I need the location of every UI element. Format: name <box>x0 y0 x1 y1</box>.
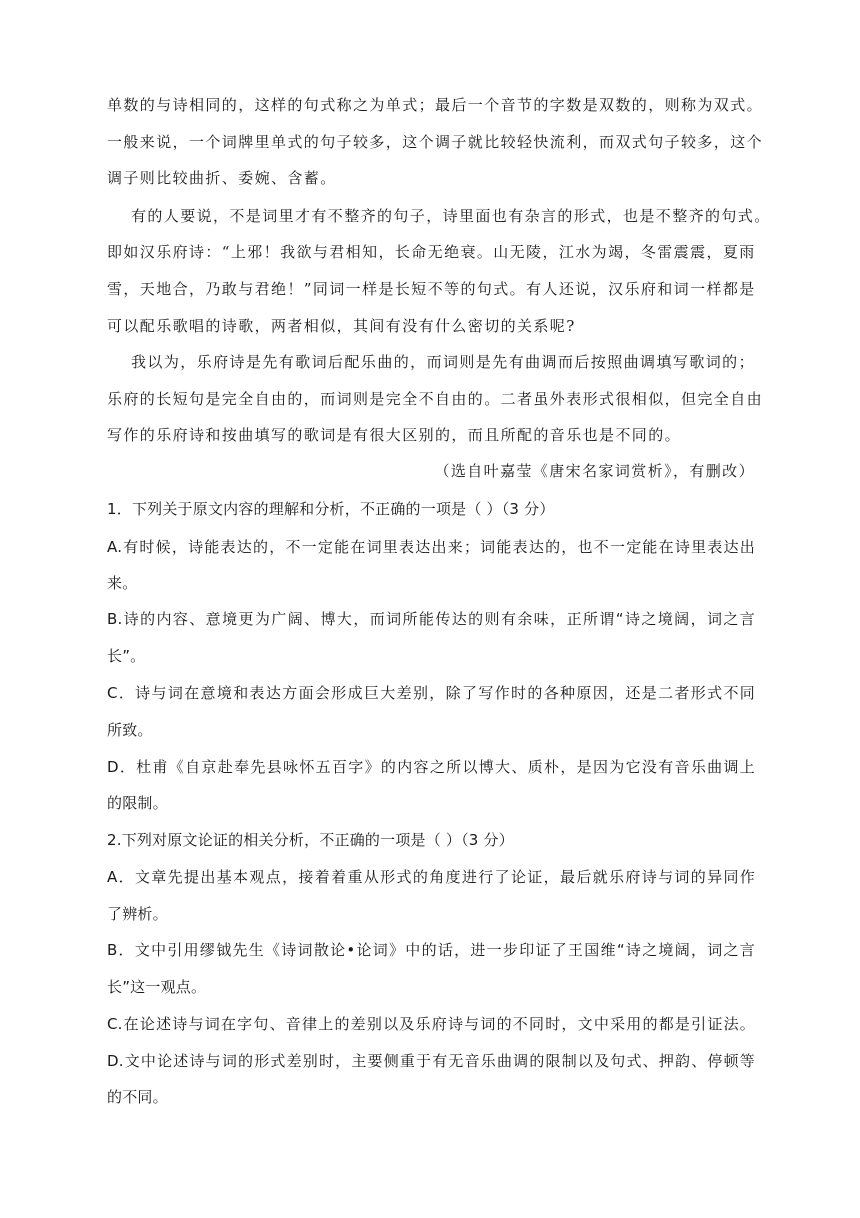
passage-line-3: 调子则比较曲折、委婉、含蓄。 <box>107 169 337 187</box>
passage-line-2: 一般来说，一个词牌里单式的句子较多，这个调子就比较轻快流利，而双式句子较多，这个 <box>107 133 764 151</box>
passage-line-7: 可以配乐歌唱的诗歌，两者相似，其间有没有什么密切的关系呢? <box>107 317 576 335</box>
question-2-stem: 2.下列对原文论证的相关分析，不正确的一项是（ ）（3 分） <box>107 831 514 849</box>
question-1-stem: 1．下列关于原文内容的理解和分析，不正确的一项是（ ）（3 分） <box>107 500 555 518</box>
question-1-option-d-line-2: 的限制。 <box>107 794 168 812</box>
question-1-option-a-line-1: A.有时候，诗能表达的，不一定能在词里表达出来；词能表达的，也不一定能在诗里表达出 <box>107 538 755 556</box>
passage-line-1: 单数的与诗相同的，这样的句式称之为单式；最后一个音节的字数是双数的，则称为双式。 <box>107 96 764 114</box>
question-2-option-b-line-1: B．文中引用缪钺先生《诗词散论•论词》中的话，进一步印证了王国维“诗之境阔，词之言 <box>107 941 755 959</box>
passage-source: （选自叶嘉莹《唐宋名家词赏析》，有删改） <box>434 462 755 480</box>
passage-line-5: 即如汉乐府诗：“上邪！我欲与君相知，长命无绝衰。山无陵，江水为竭，冬雷震震，夏雨 <box>107 243 756 261</box>
passage-line-10: 写作的乐府诗和按曲填写的歌词是有很大区别的，而且所配的音乐也是不同的。 <box>107 426 682 444</box>
question-2-option-d-line-1: D.文中论述诗与词的形式差别时，主要侧重于有无音乐曲调的限制以及句式、押韵、停顿等 <box>107 1052 755 1070</box>
question-1-option-c-line-2: 所致。 <box>107 721 153 739</box>
passage-line-6: 雪，天地合，乃敢与君绝！”同词一样是长短不等的句式。有人还说，汉乐府和词一样都是 <box>107 280 756 298</box>
question-1-option-b-line-2: 长”。 <box>107 647 146 665</box>
question-1-option-c-line-1: C．诗与词在意境和表达方面会形成巨大差别，除了写作时的各种原因，还是二者形式不同 <box>107 684 755 702</box>
question-1-option-a-line-2: 来。 <box>107 574 138 592</box>
question-1-option-d-line-1: D．杜甫《自京赴奉先县咏怀五百字》的内容之所以博大、质朴，是因为它没有音乐曲调上 <box>107 758 755 776</box>
passage-line-4: 有的人要说，不是词里才有不整齐的句子，诗里面也有杂言的形式，也是不整齐的句式。 <box>131 207 771 225</box>
question-2-option-b-line-2: 长”这一观点。 <box>107 978 207 996</box>
question-2-option-a-line-2: 了辨析。 <box>107 905 168 923</box>
question-2-option-a-line-1: A．文章先提出基本观点，接着着重从形式的角度进行了论证，最后就乐府诗与词的异同作 <box>107 868 755 886</box>
question-1-option-b-line-1: B.诗的内容、意境更为广阔、博大，而词所能传达的则有余味，正所谓“诗之境阔，词之言 <box>107 610 755 628</box>
question-2-option-c: C.在论述诗与词在字句、音律上的差别以及乐府诗与词的不同时，文中采用的都是引证法。 <box>107 1015 755 1033</box>
passage-line-9: 乐府的长短句是完全自由的，而词则是完全不自由的。二者虽外表形式很相似，但完全自由 <box>107 390 764 408</box>
question-2-option-d-line-2: 的不同。 <box>107 1088 168 1106</box>
passage-line-8: 我以为，乐府诗是先有歌词后配乐曲的，而词则是先有曲调而后按照曲调填写歌词的； <box>131 353 755 371</box>
